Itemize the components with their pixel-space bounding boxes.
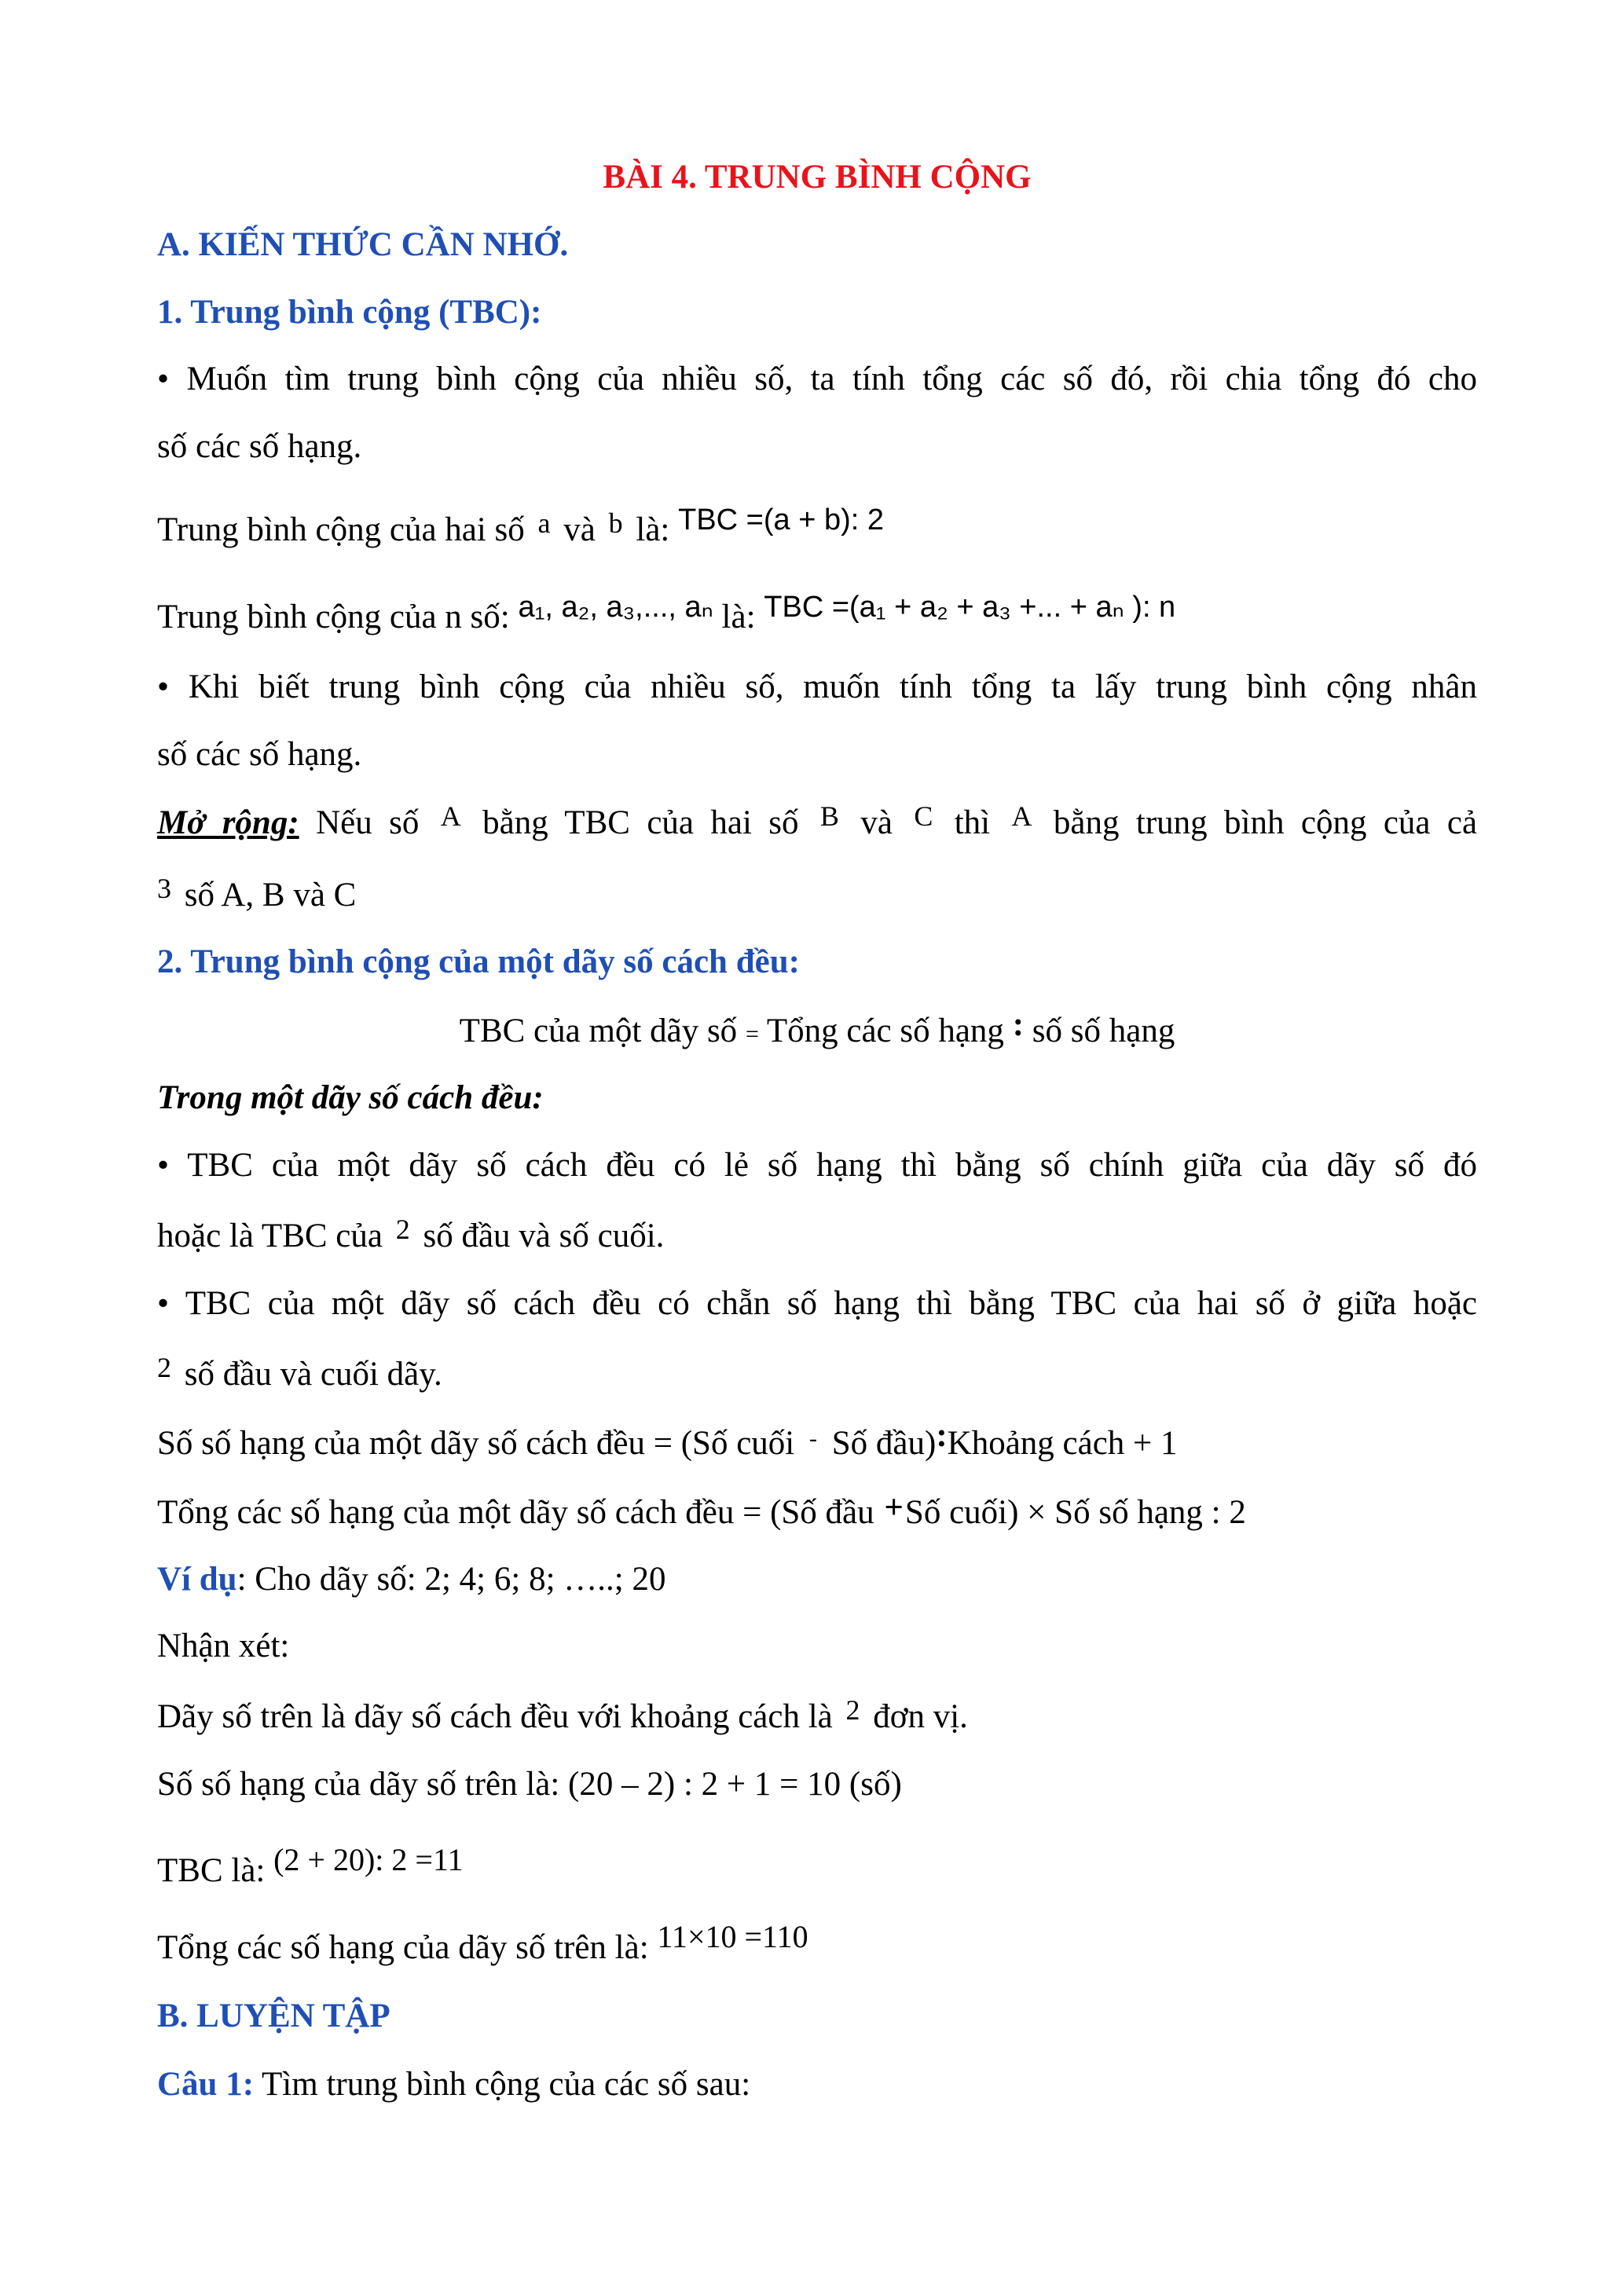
odd-rule-line-2	[157, 1214, 1477, 1259]
n-prefix: Trung bình cộng của n số:	[157, 599, 510, 635]
remark-text-b: đơn vị.	[873, 1698, 968, 1735]
sum-text-a: Tổng các số hạng của một dãy số cách đều = (Số đầu	[157, 1494, 874, 1531]
question-1-text: Tìm trung bình cộng của các số sau:	[262, 2066, 751, 2103]
example-text: : Cho dãy số: 2; 4; 6; 8; …..; 20	[236, 1561, 666, 1598]
sequence-average-formula	[157, 1006, 1477, 1056]
subsection-2-heading: 2. Trung bình cộng của một dãy số cách đều:	[157, 943, 800, 980]
extension-text-3: và	[860, 804, 893, 841]
count-text-c: Khoảng cách + 1	[947, 1425, 1178, 1462]
var-C: C	[914, 800, 933, 832]
extension-text-2: bằng TBC của hai số	[482, 804, 799, 841]
bullet-1-line-2: số các số hạng.	[157, 428, 362, 465]
n-la: là:	[721, 599, 756, 635]
two-number-formula: TBC =(a + b): 2	[678, 504, 884, 536]
section-b-heading: B. LUYỆN TẬP	[157, 1998, 390, 2034]
extension-line-1	[157, 801, 1477, 846]
n-number-average-line	[157, 591, 1477, 640]
bullet-1-line-1: • Muốn tìm trung bình cộng của nhiều số, ta tính tổng các số đó, rồi chia tổng đó cho	[157, 361, 1477, 397]
count-text-b: Số đầu)	[831, 1425, 937, 1462]
var-b: b	[608, 507, 623, 539]
formula-left: TBC của một dãy số	[459, 1013, 738, 1049]
remark-line-1	[157, 1695, 1477, 1740]
two-prefix: Trung bình cộng của hai số	[157, 511, 525, 548]
count-divide: :	[936, 1417, 948, 1454]
bullet-2-line-2: số các số hạng.	[157, 736, 362, 773]
remark-label: Nhận xét:	[157, 1628, 290, 1664]
number-two: 2	[845, 1694, 860, 1726]
var-a: a	[537, 507, 551, 539]
extension-label: Mở rộng:	[157, 804, 299, 841]
number-two: 2	[395, 1214, 410, 1245]
extension-text-4: thì	[954, 804, 991, 841]
var-A: A	[440, 800, 461, 832]
formula-divide: :	[1012, 1006, 1025, 1043]
document-title: BÀI 4. TRUNG BÌNH CỘNG	[603, 159, 1032, 196]
question-1-label: Câu 1:	[157, 2066, 255, 2103]
question-1	[157, 2063, 1477, 2107]
subsection-1-heading: 1. Trung bình cộng (TBC):	[157, 294, 542, 331]
n-sequence: a₁, a₂, a₃,..., aₙ	[518, 591, 713, 624]
formula-right: số số hạng	[1032, 1013, 1175, 1049]
even-text: số đầu và cuối dãy.	[184, 1356, 442, 1393]
var-B: B	[819, 800, 839, 832]
italic-heading: Trong một dãy số cách đều:	[157, 1079, 544, 1116]
two-la: là:	[636, 511, 670, 548]
sum-label: Tổng các số hạng của dãy số trên là:	[157, 1929, 649, 1966]
var-A-2: A	[1011, 800, 1032, 832]
extension-text-6: số A, B và C	[184, 877, 357, 914]
count-text-a: Số số hạng của một dãy số cách đều = (Số cuối	[157, 1425, 795, 1462]
odd-text-b: số đầu và số cuối.	[423, 1218, 665, 1254]
even-rule-line-2	[157, 1353, 1477, 1397]
sum-formula-value: 11×10 =110	[657, 1919, 808, 1954]
extension-line-2	[157, 873, 1477, 918]
bullet-2-line-1: • Khi biết trung bình cộng của nhiều số, muốn tính tổng ta lấy trung bình cộng nhân	[157, 668, 1477, 705]
count-minus: -	[808, 1426, 817, 1452]
even-rule-line-1: • TBC của một dãy số cách đều có chẵn số hạng thì bằng TBC của hai số ở giữa hoặc	[157, 1285, 1477, 1322]
tbc-label: TBC là:	[157, 1852, 266, 1889]
term-count-formula	[157, 1417, 1477, 1469]
odd-text-a: hoặc là TBC của	[157, 1218, 383, 1254]
number-two: 2	[157, 1352, 171, 1383]
remark-text-a: Dãy số trên là dãy số cách đều với khoảng cách là	[157, 1698, 833, 1735]
sum-plus: +	[884, 1489, 904, 1526]
odd-rule-line-1: • TBC của một dãy số cách đều có lẻ số hạng thì bằng số chính giữa của dãy số đó	[157, 1147, 1477, 1184]
two-number-average-line	[157, 504, 1477, 553]
tbc-formula: (2 + 20): 2 =11	[273, 1842, 464, 1877]
tbc-result-line	[157, 1842, 1477, 1893]
extension-text-1: Nếu số	[316, 804, 420, 841]
n-number-formula: TBC =(a₁ + a₂ + a₃ +... + aₙ ): n	[764, 591, 1176, 624]
sum-text-b: Số cuối) × Số số hạng : 2	[904, 1494, 1246, 1531]
formula-middle: Tổng các số hạng	[766, 1013, 1004, 1049]
example-label: Ví dụ	[157, 1561, 237, 1598]
two-and: và	[563, 511, 596, 548]
remark-line-2: Số số hạng của dãy số trên là: (20 – 2) : 2 + 1 = 10 (số)	[157, 1766, 902, 1803]
number-three: 3	[157, 873, 171, 904]
formula-equals: =	[745, 1021, 759, 1047]
sum-formula	[157, 1491, 1477, 1535]
example-line	[157, 1558, 1477, 1602]
sum-result-line	[157, 1919, 1477, 1970]
section-a-heading: A. KIẾN THỨC CẦN NHỚ.	[157, 226, 569, 263]
extension-text-5: bằng trung bình cộng của cả	[1053, 804, 1478, 841]
